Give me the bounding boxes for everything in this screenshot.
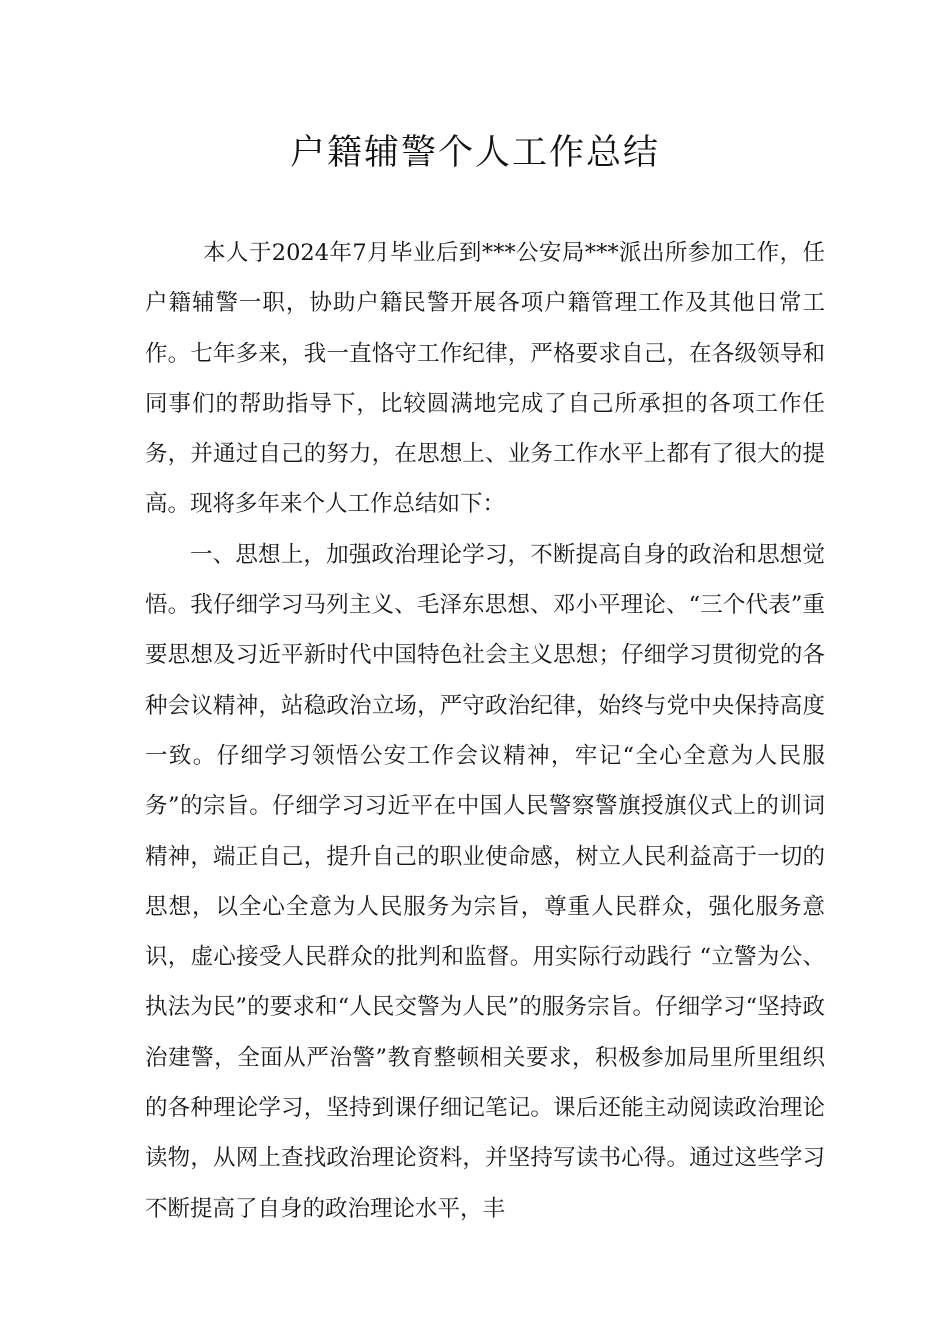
intro-paragraph: 本人于2024年7月毕业后到***公安局***派出所参加工作，任户籍辅警一职，协助户籍民警开展各项户籍管理工作及其他日常工作。七年多来，我一直恪守工作纪律，严格要求自己，在各级领导和同事们的帮助指导下，比较圆满地完成了自己所承担的各项工作任务，并通过自己的努力，在思想上、业务工作水平上都有了很大的提高。现将多年来个人工作总结如下： bbox=[145, 240, 825, 518]
document-body bbox=[145, 228, 825, 1234]
section-one-paragraph: 一、思想上，加强政治理论学习，不断提高自身的政治和思想觉悟。我仔细学习马列主义、毛泽东思想、邓小平理论、“三个代表”重要思想及习近平新时代中国特色社会主义思想；仔细学习贯彻党的各种会议精神，站稳政治立场，严守政治纪律，始终与党中央保持高度一致。仔细学习领悟公安工作会议精神，牢记“全心全意为人民服务”的宗旨。仔细学习习近平在中国人民警察警旗授旗仪式上的训词精神，端正自己，提升自己的职业使命感，树立人民利益高于一切的思想，以全心全意为人民服务为宗旨，尊重人民群众，强化服务意识，虚心接受人民群众的批判和监督。用实际行动践行 “立警为公、执法为民”的要求和“人民交警为人民”的服务宗旨。仔细学习“坚持政治建警，全面从严治警”教育整顿相关要求，积极参加局里所里组织的各种理论学习，坚持到课仔细记笔记。课后还能主动阅读政治理论读物，从网上查找政治理论资料，并坚持写读书心得。通过这些学习不断提高了自身的政治理论水平，丰 bbox=[145, 541, 825, 1222]
document-title: 户籍辅警个人工作总结 bbox=[289, 133, 660, 173]
